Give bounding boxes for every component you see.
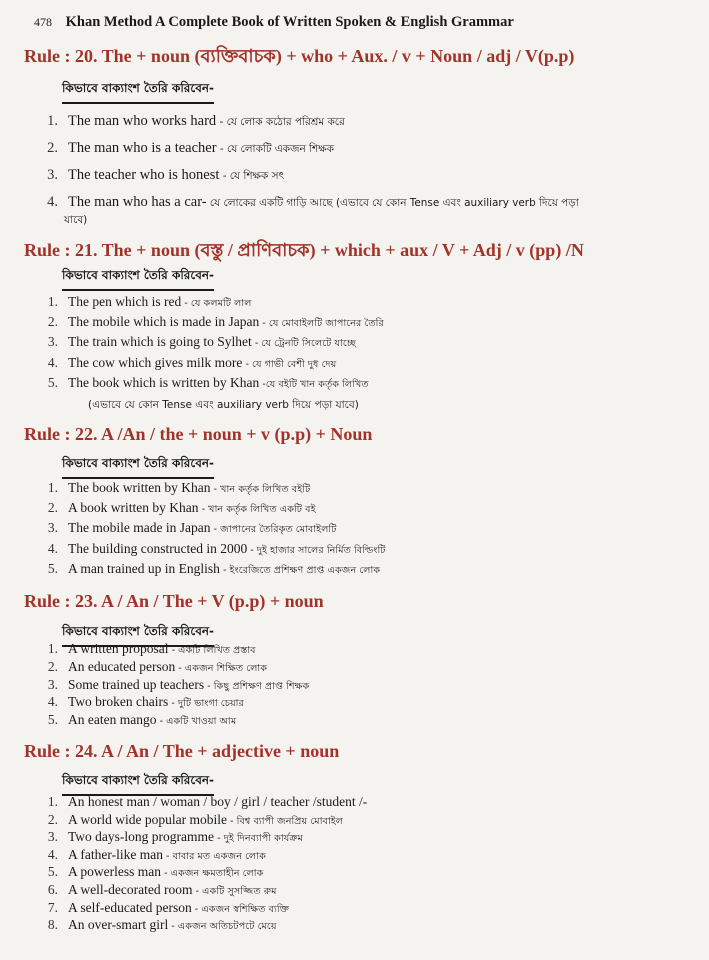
continuation-text: (এভাবে যে কোন Tense এবং auxiliary verb দিয়ে পড়া যাবে) — [88, 399, 359, 411]
list-item — [36, 498, 701, 518]
english-phrase: An honest man / woman / boy / girl / teacher /student /- — [68, 794, 368, 809]
english-phrase: The cow which gives milk more — [68, 354, 243, 370]
rule-heading: Rule : 21. The + noun (বস্তু / প্রাণিবাচক) + which + aux / V + Adj / v (pp) /N — [24, 240, 584, 260]
bengali-meaning: - যে লোকটি একজন শিক্ষক — [216, 143, 334, 155]
bengali-meaning: - জাপানের তৈরিকৃত মোবাইলটি — [210, 524, 337, 536]
english-phrase: Two days-long programme — [68, 829, 215, 845]
item-text — [68, 312, 701, 334]
subheading-text: কিভাবে বাক্যাংশ তৈরি করিবেন- — [62, 456, 215, 470]
item-number: 3. — [47, 520, 58, 536]
subheading-underline — [62, 289, 214, 291]
example-list — [36, 108, 701, 216]
rule-heading: Rule : 23. A / An / The + V (p.p) + noun — [24, 591, 324, 611]
rule-heading: Rule : 22. A /An / the + noun + v (p.p) + Noun — [24, 424, 373, 444]
english-phrase: A self-educated person — [68, 899, 192, 915]
page-number: 478 — [34, 15, 52, 29]
english-phrase: A man trained up in English — [68, 560, 220, 576]
list-item — [36, 640, 701, 658]
item-text — [68, 108, 701, 136]
bengali-meaning: - বাবার মত একজন লোক — [162, 850, 266, 862]
english-phrase: The building constructed in 2000 — [68, 540, 248, 556]
subheading — [62, 772, 214, 792]
list-item — [36, 916, 701, 934]
list-item — [36, 373, 701, 393]
english-phrase: The book written by Khan — [68, 480, 211, 495]
english-phrase: The teacher who is honest — [68, 167, 220, 183]
list-item — [36, 863, 701, 881]
item-text — [68, 135, 701, 163]
book-title: Khan Method A Complete Book of Written Spoken & English Grammar — [65, 14, 514, 30]
example-list — [36, 478, 701, 579]
bengali-meaning: - বিশ্ব ব্যাপী জনপ্রিয় মোবাইল — [226, 815, 344, 827]
item-text — [68, 711, 701, 731]
item-number: 1. — [47, 113, 58, 129]
item-text — [68, 539, 701, 561]
bengali-meaning: - দুটি ভাংগা চেয়ার — [168, 698, 244, 710]
item-text — [68, 559, 701, 581]
page-header — [34, 14, 694, 31]
item-number: 4. — [47, 694, 58, 710]
item-number: 5. — [47, 864, 58, 880]
english-phrase: A written proposal — [68, 641, 169, 656]
bengali-meaning: - একটি লিখিত প্রস্তাব — [168, 645, 256, 656]
item-number: 3. — [47, 167, 58, 183]
item-number: 4. — [47, 194, 58, 210]
item-number: 1. — [47, 480, 58, 495]
bengali-meaning: - যে ট্রেনটি সিলেটে যাচ্ছে — [251, 338, 357, 350]
bengali-meaning: - কিছু প্রশিক্ষণ প্রাপ্ত শিক্ষক — [204, 680, 310, 692]
item-number: 8. — [47, 917, 58, 933]
list-item — [36, 332, 701, 352]
rule-heading: Rule : 20. The + noun (ব্যক্তিবাচক) + who + Aux. / v + Noun / adj / V(p.p) — [24, 46, 575, 66]
item-number: 5. — [47, 560, 58, 576]
english-phrase: The man who has a car- — [68, 194, 207, 210]
list-item — [36, 108, 701, 135]
list-item — [36, 478, 701, 498]
list-item — [36, 899, 701, 917]
item-number: 4. — [47, 846, 58, 862]
list-item — [36, 793, 701, 811]
item-number: 7. — [47, 899, 58, 915]
item-text — [68, 793, 701, 811]
list-item — [36, 711, 701, 729]
item-number: 3. — [47, 676, 58, 692]
example-list — [36, 292, 701, 393]
item-number: 4. — [47, 540, 58, 556]
item-number: 1. — [47, 641, 58, 656]
english-phrase: A book written by Khan — [68, 500, 199, 516]
subheading-text: কিভাবে বাক্যাংশ তৈরি করিবেন- — [62, 773, 215, 787]
bengali-meaning: - একজন ক্ষমতাহীন লোক — [160, 868, 264, 880]
english-phrase: An educated person — [68, 658, 176, 674]
list-item — [36, 292, 701, 312]
subheading-text: কিভাবে বাক্যাংশ তৈরি করিবেন- — [62, 624, 215, 638]
list-item — [36, 846, 701, 864]
list-item — [36, 828, 701, 846]
english-phrase: The mobile made in Japan — [68, 520, 211, 536]
item-number: 5. — [47, 374, 58, 390]
list-item — [36, 811, 701, 829]
item-number: 2. — [47, 314, 58, 330]
bengali-meaning: - যে কলমটি লাল — [181, 298, 252, 309]
bengali-meaning: -যে বইটি খান কর্তৃক লিখিত — [259, 378, 369, 390]
english-phrase: An over-smart girl — [68, 917, 169, 933]
english-phrase: The man who is a teacher — [68, 140, 217, 156]
item-number: 5. — [47, 712, 58, 728]
bengali-meaning: - দুই হাজার সালের নির্মিত বিল্ডিংটি — [247, 544, 386, 556]
item-text — [68, 478, 701, 500]
list-item — [36, 881, 701, 899]
continuation-text: যাবে) — [64, 214, 88, 226]
list-item — [36, 518, 701, 538]
bengali-meaning: - যে লোক কঠোর পরিশ্রম করে — [216, 116, 345, 128]
bengali-meaning: - যে গাভী বেশী দুধ দেয় — [242, 358, 337, 370]
english-phrase: The train which is going to Sylhet — [68, 334, 252, 350]
subheading — [62, 80, 214, 100]
bengali-meaning: - একজন স্বশিক্ষিত ব্যক্তি — [191, 903, 290, 915]
list-item — [36, 189, 701, 216]
list-item — [36, 312, 701, 332]
item-number: 3. — [47, 334, 58, 350]
list-item — [36, 135, 701, 162]
item-text — [68, 373, 701, 395]
list-item — [36, 676, 701, 694]
item-text — [68, 332, 701, 354]
subheading-underline — [62, 102, 214, 104]
item-text — [68, 353, 701, 375]
english-phrase: The book which is written by Khan — [68, 374, 260, 390]
item-number: 4. — [47, 354, 58, 370]
subheading — [62, 455, 214, 475]
bengali-meaning: - ইংরেজিতে প্রশিক্ষণ প্রাপ্ত একজন লোক — [219, 564, 381, 576]
item-text — [68, 162, 701, 190]
subheading — [62, 267, 214, 287]
english-phrase: The man who works hard — [68, 113, 217, 129]
item-text — [68, 498, 701, 520]
english-phrase: The pen which is red — [68, 294, 182, 309]
item-number: 1. — [47, 794, 58, 809]
example-list — [36, 640, 701, 729]
bengali-meaning: যে লোকের একটি গাড়ি আছে (এভাবে যে কোন Tense এবং auxiliary verb দিয়ে পড়া — [206, 197, 579, 209]
item-number: 2. — [47, 658, 58, 674]
english-phrase: A father-like man — [68, 846, 163, 862]
subheading-text: কিভাবে বাক্যাংশ তৈরি করিবেন- — [62, 81, 215, 95]
english-phrase: A powerless man — [68, 864, 161, 880]
item-text — [68, 916, 701, 936]
list-item — [36, 693, 701, 711]
rule-heading: Rule : 24. A / An / The + adjective + noun — [24, 741, 340, 761]
english-phrase: An eaten mango — [68, 712, 157, 728]
bengali-meaning: - খান কর্তৃক লিখিত একটি বই — [198, 504, 316, 516]
item-text — [68, 292, 701, 314]
bengali-meaning: - দুই দিনব্যাপী কার্যক্রম — [214, 833, 303, 845]
english-phrase: Two broken chairs — [68, 694, 169, 710]
bengali-meaning: - যে শিক্ষক সৎ — [219, 170, 285, 182]
bengali-meaning: - একটি সুসজ্জিত রুম — [192, 885, 277, 897]
bengali-meaning: - একজন শিক্ষিত লোক — [175, 662, 268, 674]
list-item — [36, 559, 701, 579]
item-number: 2. — [47, 140, 58, 156]
item-number: 3. — [47, 829, 58, 845]
english-phrase: A well-decorated room — [68, 881, 193, 897]
item-number: 2. — [47, 811, 58, 827]
bengali-meaning: - যে মোবাইলটি জাপানের তৈরি — [259, 318, 384, 330]
bengali-meaning: - একজন অতিচটপটে মেয়ে — [168, 921, 277, 933]
english-phrase: A world wide popular mobile — [68, 811, 227, 827]
item-text — [68, 518, 701, 540]
example-list — [36, 793, 701, 934]
list-item — [36, 658, 701, 676]
list-item — [36, 539, 701, 559]
english-phrase: The mobile which is made in Japan — [68, 314, 260, 330]
item-number: 6. — [47, 881, 58, 897]
bengali-meaning: - খান কর্তৃক লিখিত বইটি — [210, 484, 311, 495]
list-item — [36, 353, 701, 373]
item-text — [68, 189, 701, 217]
bengali-meaning: - একটি খাওয়া আম — [156, 716, 237, 728]
english-phrase: Some trained up teachers — [68, 676, 205, 692]
list-item — [36, 162, 701, 189]
item-number: 1. — [47, 294, 58, 309]
subheading-text: কিভাবে বাক্যাংশ তৈরি করিবেন- — [62, 268, 215, 282]
item-number: 2. — [47, 500, 58, 516]
